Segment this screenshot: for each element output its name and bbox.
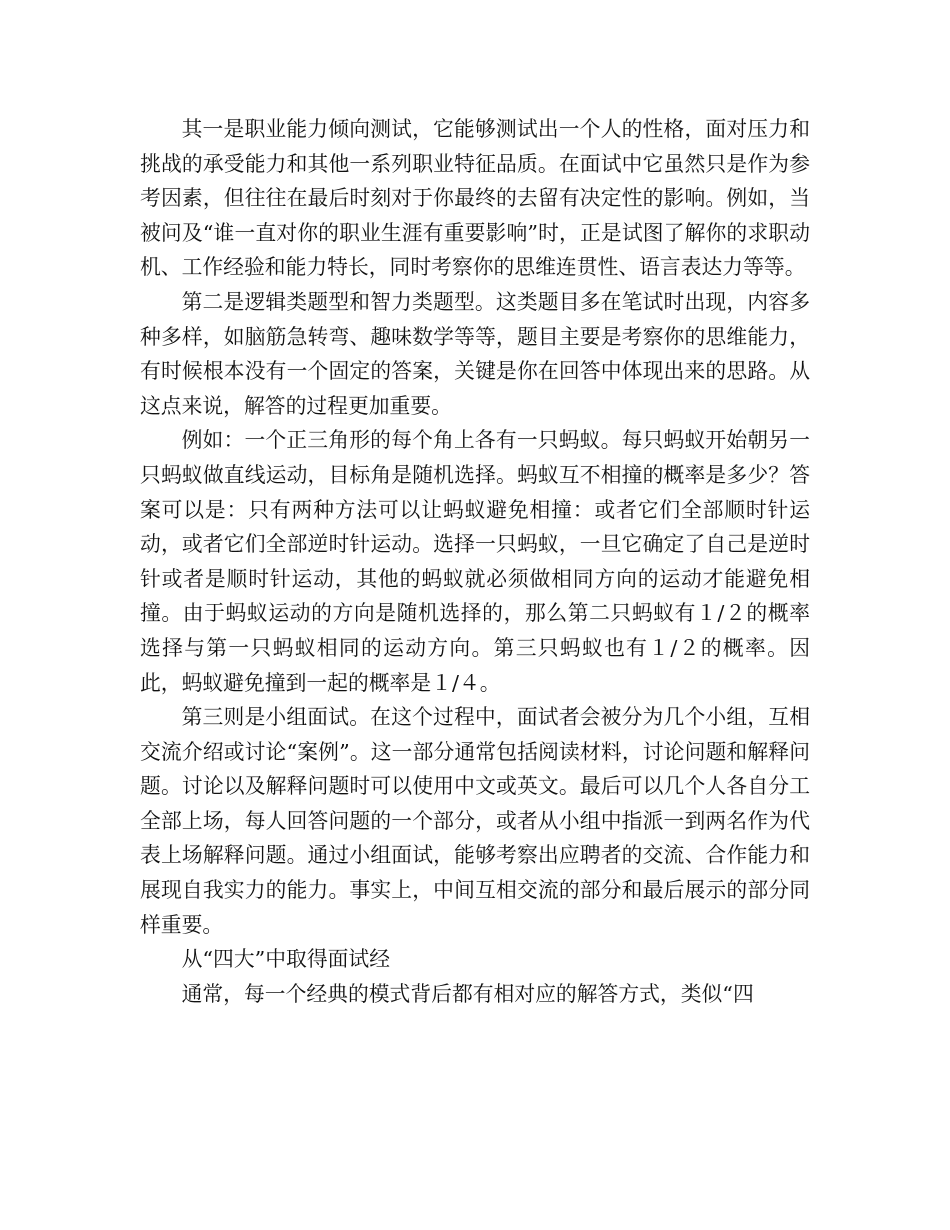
paragraph-last: 通常，每一个经典的模式背后都有相对应的解答方式，类似“四 [181,981,754,1006]
paragraph-aptitude-test: 其一是职业能力倾向测试，它能够测试出一个人的性格，面对压力和挑战的承受能力和其他一系列职业特征品质。在面试中它虽然只是作为参考因素，但往往在最后时刻对于你最终的去留有决定性的影响。例如，当被问及“谁一直对你的职业生涯有重要影响”时，正是试图了解你的求职动机、工作经验和能力特长，同时考察你的思维连贯性、语言表达力等等。 [140,117,810,280]
document-page [140,112,810,1011]
section-heading: 从“四大”中取得面试经 [181,947,391,972]
paragraph-logic-questions: 第二是逻辑类题型和智力类题型。这类题目多在笔试时出现，内容多种多样，如脑筋急转弯、趣味数学等等，题目主要是考察你的思维能力，有时候根本没有一个固定的答案，关键是你在回答中体现出来的思路。从这点来说，解答的过程更加重要。 [140,289,810,418]
paragraph-group-interview: 第三则是小组面试。在这个过程中，面试者会被分为几个小组，互相交流介绍或讨论“案例”。这一部分通常包括阅读材料，讨论问题和解释问题。讨论以及解释问题时可以使用中文或英文。最后可以几个人各自分工全部上场，每人回答问题的一个部分，或者从小组中指派一到两名作为代表上场解释问题。通过小组面试，能够考察出应聘者的交流、合作能力和展现自我实力的能力。事实上，中间互相交流的部分和最后展示的部分同样重要。 [140,705,810,937]
paragraph-ant-example: 例如：一个正三角形的每个角上各有一只蚂蚁。每只蚂蚁开始朝另一只蚂蚁做直线运动，目标角是随机选择。蚂蚁互不相撞的概率是多少？答案可以是：只有两种方法可以让蚂蚁避免相撞：或者它们全部顺时针运动，或者它们全部逆时针运动。选择一只蚂蚁，一旦它确定了自己是逆时针或者是顺时针运动，其他的蚂蚁就必须做相同方向的运动才能避免相撞。由于蚂蚁运动的方向是随机选择的，那么第二只蚂蚁有１/２的概率选择与第一只蚂蚁相同的运动方向。第三只蚂蚁也有１/２的概率。因此，蚂蚁避免撞到一起的概率是１/４。 [140,428,810,695]
